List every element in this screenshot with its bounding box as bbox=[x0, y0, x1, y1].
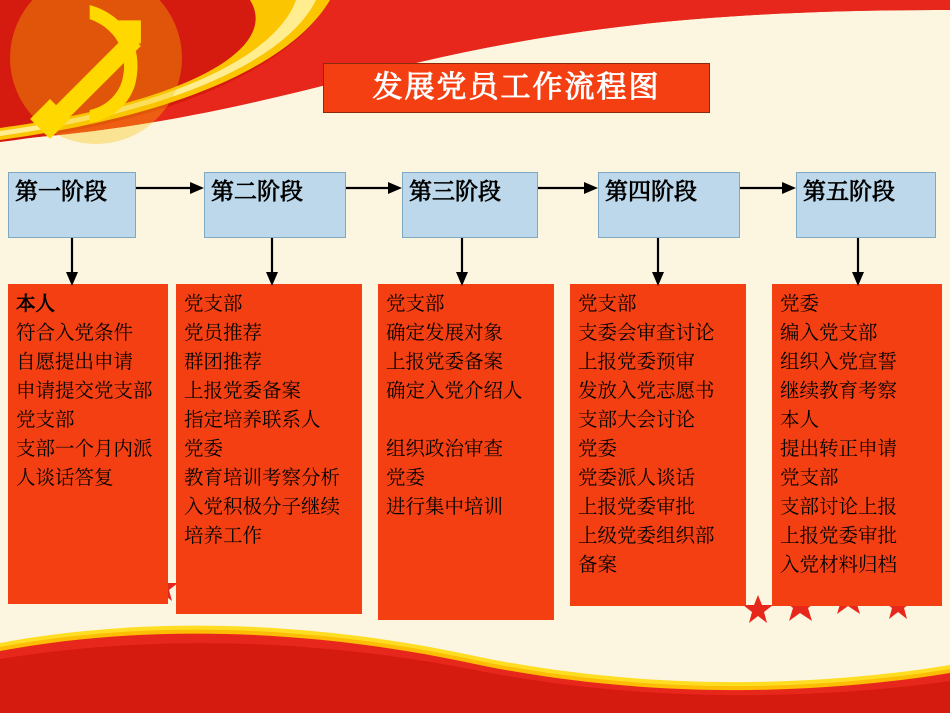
stage-2-line-2: 群团推荐 bbox=[184, 352, 263, 373]
stage-2-line-6: 教育培训考察分析 bbox=[184, 468, 341, 489]
stage-1-line-6: 人谈话答复 bbox=[16, 468, 114, 489]
stage-4-line-6: 党委派人谈话 bbox=[578, 468, 696, 489]
stage-1-line-2: 自愿提出申请 bbox=[16, 352, 134, 373]
stage-header-2-label: 第二阶段 bbox=[211, 179, 303, 204]
arrow-stage5-down bbox=[848, 238, 868, 286]
stage-4-line-8: 上级党委组织部 bbox=[578, 526, 715, 547]
stage-2-line-8: 培养工作 bbox=[184, 526, 263, 547]
stage-4-line-5: 党委 bbox=[578, 439, 618, 460]
arrow-stage2-down bbox=[262, 238, 282, 286]
stage-body-4 bbox=[570, 284, 746, 606]
stage-1-line-5: 支部一个月内派 bbox=[16, 439, 153, 460]
stage-3-line-2: 上报党委备案 bbox=[386, 352, 504, 373]
stage-4-line-4: 支部大会讨论 bbox=[578, 410, 696, 431]
stage-2-line-5: 党委 bbox=[184, 439, 224, 460]
stage-3-line-3: 确定入党介绍人 bbox=[386, 381, 523, 402]
arrow-stage2-to-stage3 bbox=[346, 178, 402, 198]
stage-header-1 bbox=[8, 172, 136, 238]
stage-header-5 bbox=[796, 172, 936, 238]
stage-4-line-9: 备案 bbox=[578, 555, 618, 576]
arrow-stage3-to-stage4 bbox=[538, 178, 598, 198]
stage-4-line-0: 党支部 bbox=[578, 294, 637, 315]
stage-3-line-4 bbox=[386, 406, 546, 435]
stage-1-line-0: 本人 bbox=[16, 294, 56, 315]
stage-3-line-0: 党支部 bbox=[386, 294, 445, 315]
page-title bbox=[323, 63, 710, 113]
stage-3-line-6: 党委 bbox=[386, 468, 426, 489]
stage-2-line-4: 指定培养联系人 bbox=[184, 410, 321, 431]
arrow-stage4-down bbox=[648, 238, 668, 286]
stage-5-line-1: 编入党支部 bbox=[780, 323, 878, 344]
arrow-stage3-down bbox=[452, 238, 472, 286]
stage-5-line-9: 入党材料归档 bbox=[780, 555, 898, 576]
stage-2-line-7: 入党积极分子继续 bbox=[184, 497, 341, 518]
stage-header-3 bbox=[402, 172, 538, 238]
stage-5-line-5: 提出转正申请 bbox=[780, 439, 898, 460]
stage-2-line-3: 上报党委备案 bbox=[184, 381, 302, 402]
stage-2-line-1: 党员推荐 bbox=[184, 323, 263, 344]
stage-5-line-6: 党支部 bbox=[780, 468, 839, 489]
stage-header-3-label: 第三阶段 bbox=[409, 179, 501, 204]
stage-5-line-7: 支部讨论上报 bbox=[780, 497, 898, 518]
stage-header-2 bbox=[204, 172, 346, 238]
stage-body-5 bbox=[772, 284, 942, 606]
stage-5-line-8: 上报党委审批 bbox=[780, 526, 898, 547]
stage-header-1-label: 第一阶段 bbox=[15, 179, 107, 204]
stage-body-2 bbox=[176, 284, 362, 614]
arrow-stage4-to-stage5 bbox=[740, 178, 796, 198]
stage-1-line-3: 申请提交党支部 bbox=[16, 381, 153, 402]
stage-1-line-4: 党支部 bbox=[16, 410, 75, 431]
stage-3-line-7: 进行集中培训 bbox=[386, 497, 504, 518]
stage-1-line-1: 符合入党条件 bbox=[16, 323, 134, 344]
stage-header-4 bbox=[598, 172, 740, 238]
stage-header-5-label: 第五阶段 bbox=[803, 179, 895, 204]
stage-5-line-3: 继续教育考察 bbox=[780, 381, 898, 402]
stage-body-3 bbox=[378, 284, 554, 620]
stage-3-line-5: 组织政治审查 bbox=[386, 439, 504, 460]
arrow-stage1-to-stage2 bbox=[136, 178, 204, 198]
arrow-stage1-down bbox=[62, 238, 82, 286]
stage-5-line-4: 本人 bbox=[780, 410, 820, 431]
page-title-text: 发展党员工作流程图 bbox=[372, 71, 661, 104]
stage-4-line-2: 上报党委预审 bbox=[578, 352, 696, 373]
stage-4-line-1: 支委会审查讨论 bbox=[578, 323, 715, 344]
stage-5-line-0: 党委 bbox=[780, 294, 820, 315]
stage-4-line-3: 发放入党志愿书 bbox=[578, 381, 715, 402]
stage-body-1 bbox=[8, 284, 168, 604]
stage-2-line-0: 党支部 bbox=[184, 294, 243, 315]
stage-5-line-2: 组织入党宣誓 bbox=[780, 352, 898, 373]
stage-header-4-label: 第四阶段 bbox=[605, 179, 697, 204]
stage-3-line-1: 确定发展对象 bbox=[386, 323, 504, 344]
stage-4-line-7: 上报党委审批 bbox=[578, 497, 696, 518]
